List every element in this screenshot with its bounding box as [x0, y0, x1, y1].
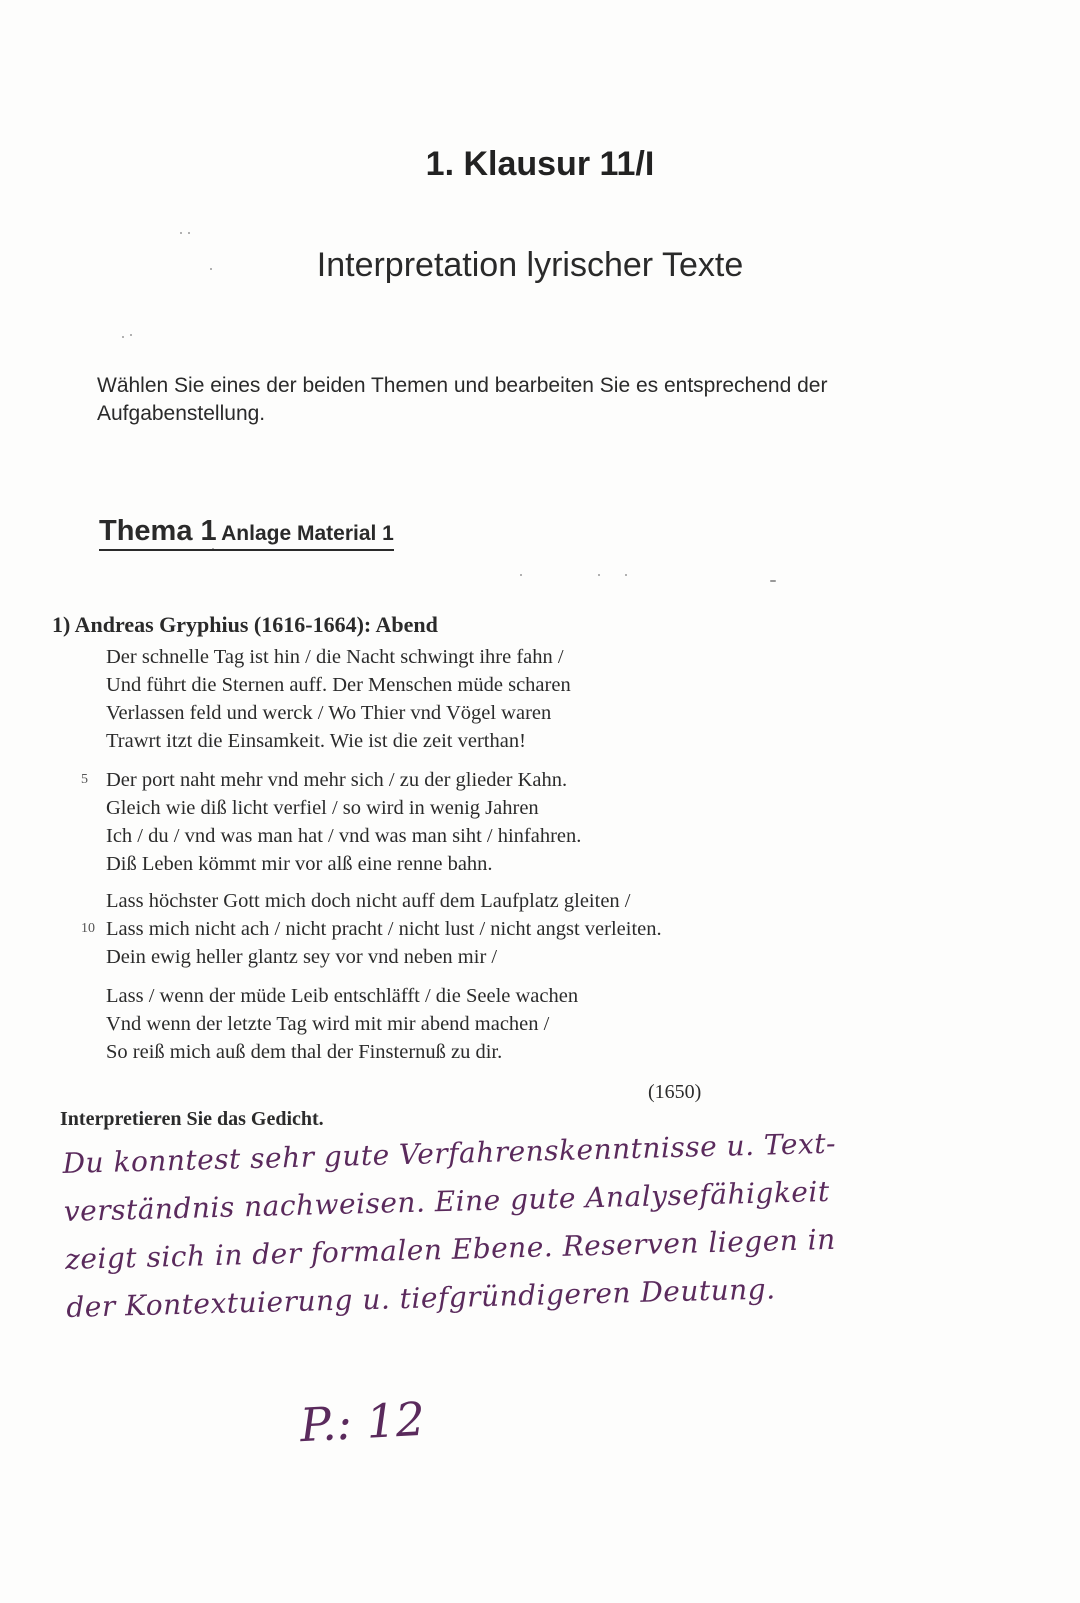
scan-speck [625, 574, 627, 576]
scan-speck [770, 580, 776, 582]
comment-line: verständnis nachweisen. Eine gute Analysefähigkeit [63, 1174, 831, 1228]
exam-subtitle: Interpretation lyrischer Texte [316, 246, 744, 284]
topic-sub-label: Anlage Material 1 [221, 522, 394, 545]
poem-stanza-2 [81, 766, 806, 878]
teacher-comment [62, 1116, 967, 1331]
line-number: 5 [81, 772, 88, 787]
poem-line: Der schnelle Tag ist hin / die Nacht schwingt ihre fahn / [106, 646, 564, 668]
poem-line: So reiß mich auß dem thal der Finsternuß zu dir. [106, 1041, 503, 1063]
topic-heading [99, 515, 394, 551]
poem-line: Ich / du / vnd was man hat / vnd was man siht / hinfahren. [106, 825, 582, 847]
poem-line: Vnd wenn der letzte Tag wird mit mir abend machen / [106, 1013, 550, 1035]
poem-line: Und führt die Sternen auff. Der Menschen müde scharen [106, 674, 571, 696]
poem-line: Lass höchster Gott mich doch nicht auff dem Laufplatz gleiten / [106, 890, 631, 912]
poem-heading: 1) Andreas Gryphius (1616-1664): Abend [52, 612, 438, 637]
poem-line: Dein ewig heller glantz sey vor vnd neben mir / [106, 946, 498, 968]
scan-speck [122, 336, 124, 338]
scan-speck [520, 574, 522, 576]
line-number: 10 [81, 921, 95, 936]
comment-line: zeigt sich in der formalen Ebene. Reserven liegen in [64, 1222, 837, 1276]
poem-line: 10 Lass mich nicht ach / nicht pracht / nicht lust / nicht angst verleiten. [106, 915, 806, 943]
scan-speck [188, 232, 190, 234]
poem-line: Trawrt itzt die Einsamkeit. Wie ist die zeit verthan! [106, 730, 526, 752]
scan-speck [180, 232, 182, 234]
poem-year: (1650) [648, 1081, 702, 1103]
poem-stanza-4 [106, 982, 806, 1066]
poem-stanza-3 [81, 887, 806, 971]
instruction-text: Wählen Sie eines der beiden Themen und bearbeiten Sie es entsprechend der Aufgabenstellung. [97, 374, 828, 425]
poem-line: Verlassen feld und werck / Wo Thier vnd Vögel waren [106, 702, 552, 724]
grade-points: P.: 12 [298, 1391, 427, 1453]
poem-stanza-1 [106, 643, 806, 755]
poem-line: 5 Der port naht mehr vnd mehr sich / zu der glieder Kahn. [106, 766, 806, 794]
poem-line: Gleich wie diß licht verfiel / so wird in wenig Jahren [106, 797, 539, 819]
comment-line: der Kontextuierung u. tiefgründigeren Deutung. [65, 1272, 776, 1324]
poem-line: Lass / wenn der müde Leib entschläfft / die Seele wachen [106, 985, 579, 1007]
poem-line: Diß Leben kömmt mir vor alß eine renne bahn. [106, 853, 493, 875]
task-text: Interpretieren Sie das Gedicht. [60, 1108, 324, 1130]
comment-line: Du konntest sehr gute Verfahrenskenntnisse u. Text- [62, 1126, 837, 1180]
exam-title: 1. Klausur 11/I [425, 145, 655, 183]
scan-speck [598, 574, 600, 576]
scan-speck [130, 334, 132, 336]
topic-label: Thema 1 [99, 515, 217, 547]
